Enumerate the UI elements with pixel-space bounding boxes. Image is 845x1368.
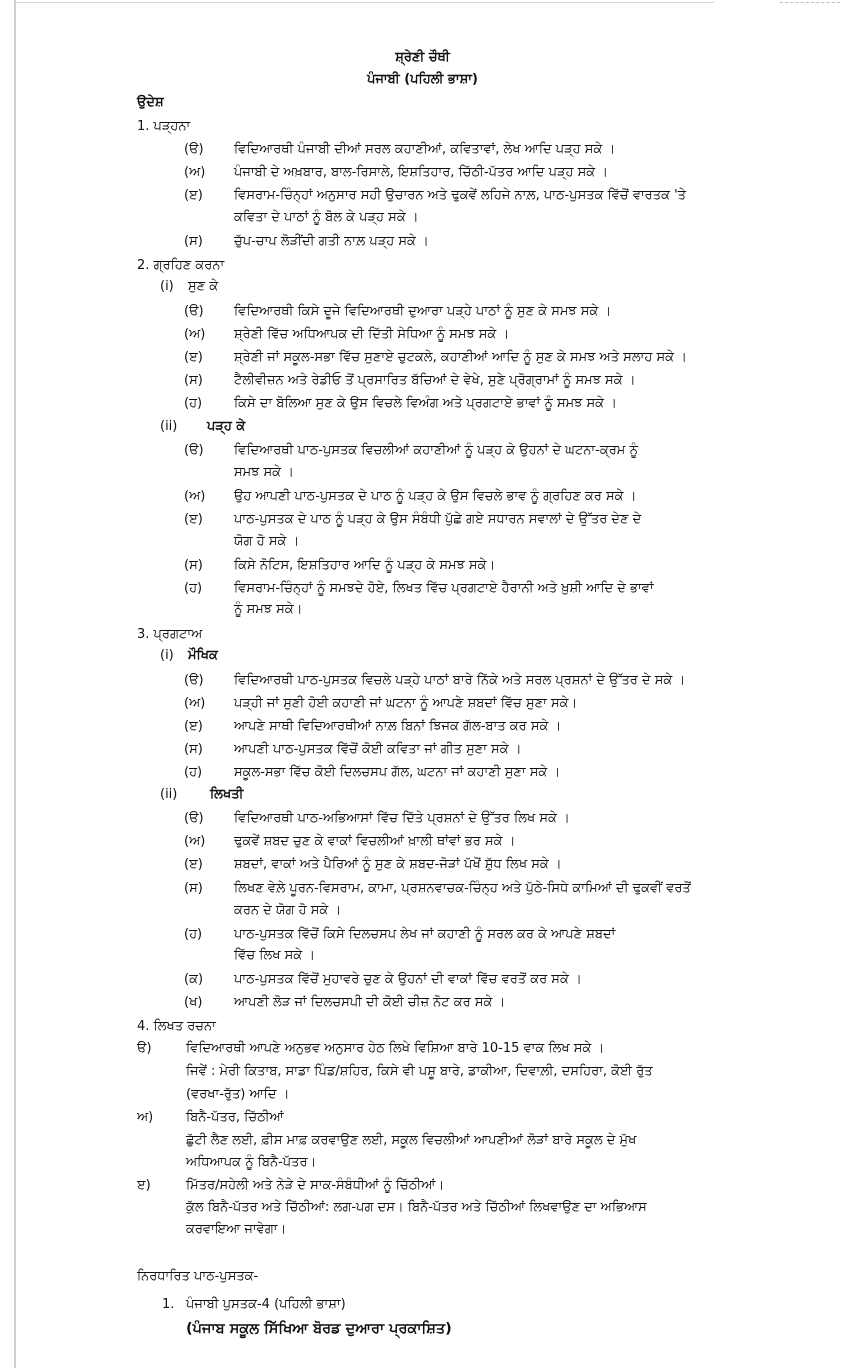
item-text-cont: ਕਰਵਾਇਆ ਜਾਵੇਗਾ। <box>186 1222 287 1237</box>
item-marker: (ਸ) <box>184 881 203 896</box>
item-text-cont: ਨੂੰ ਸਮਝ ਸਕੇ। <box>234 602 303 617</box>
item-text: ਸ਼੍ਰੇਣੀ ਵਿੱਚ ਅਧਿਆਪਕ ਦੀ ਦਿੱਤੀ ਸੇਧਿਆ ਨੂੰ ਸਮਝ ਸਕੇ । <box>234 327 510 342</box>
item-text: ਕਿਸੇ ਨੋਟਿਸ, ਇਸ਼ਤਿਹਾਰ ਆਦਿ ਨੂੰ ਪੜ੍ਹ ਕੇ ਸਮਝ ਸਕੇ। <box>234 558 496 573</box>
item-marker: (ੳ) <box>184 811 204 826</box>
item-marker: (ਅ) <box>184 696 206 711</box>
item-marker: (ਹ) <box>184 396 203 411</box>
item-text: ਸਕੂਲ-ਸਭਾ ਵਿੱਚ ਕੋਈ ਦਿਲਚਸਪ ਗੱਲ, ਘਟਨਾ ਜਾਂ ਕਹਾਣੀ ਸੁਣਾ ਸਕੇ । <box>234 765 561 780</box>
item-text: ਆਪਣੀ ਪਾਠ-ਪੁਸਤਕ ਵਿੱਚੋਂ ਕੋਈ ਕਵਿਤਾ ਜਾਂ ਗੀਤ ਸੁਣਾ ਸਕੇ । <box>234 742 522 757</box>
page-top-edge <box>14 2 714 3</box>
item-marker: (ਅ) <box>184 489 206 504</box>
item-text: ਉਹ ਆਪਣੀ ਪਾਠ-ਪੁਸਤਕ ਦੇ ਪਾਠ ਨੂੰ ਪੜ੍ਹ ਕੇ ਉਸ ਵਿਚਲੇ ਭਾਵ ਨੂੰ ਗ੍ਰਹਿਣ ਕਰ ਸਕੇ । <box>234 489 637 504</box>
item-text-cont: ਵਿੱਚ ਲਿਖ ਸਕੇ । <box>234 948 315 963</box>
item-marker: (ਸ) <box>184 234 203 249</box>
item-text: ਆਪਣੀ ਲੋੜ ਜਾਂ ਦਿਲਚਸਪੀ ਦੀ ਕੋਈ ਚੀਜ਼ ਨੋਟ ਕਰ ਸਕੇ । <box>234 995 506 1010</box>
section-4-title: 4. ਲਿਖਤ ਰਚਨਾ <box>137 1019 216 1034</box>
item-marker: (ੳ) <box>184 443 204 458</box>
item-marker: (ੳ) <box>184 673 204 688</box>
item-text: ਕਿਸੇ ਦਾ ਬੋਲਿਆ ਸੁਣ ਕੇ ਉਸ ਵਿਚਲੇ ਵਿਅੰਗ ਅਤੇ ਪ੍ਰਗਟਾਏ ਭਾਵਾਂ ਨੂੰ ਸਮਝ ਸਕੇ । <box>234 396 617 411</box>
item-text-cont: (ਵਰਖਾ-ਰੁੱਤ) ਆਦਿ । <box>186 1087 290 1102</box>
item-text: ਪੜ੍ਹੀ ਜਾਂ ਸੁਣੀ ਹੋਈ ਕਹਾਣੀ ਜਾਂ ਘਟਨਾ ਨੂੰ ਆਪਣੇ ਸ਼ਬਦਾਂ ਵਿੱਚ ਸੁਣਾ ਸਕੇ। <box>234 696 578 711</box>
item-text-cont: ਸਮਝ ਸਕੇ । <box>234 465 294 480</box>
item-marker: ੲ) <box>137 1178 151 1193</box>
item-text-cont: ਛੁੱਟੀ ਲੈਣ ਲਈ, ਫ਼ੀਸ ਮਾਫ਼ ਕਰਵਾਉਣ ਲਈ, ਸਕੂਲ ਵਿਚਲੀਆਂ ਆਪਣੀਆਂ ਲੋੜਾਂ ਬਾਰੇ ਸਕੂਲ ਦੇ ਮੁੱਖ <box>186 1133 637 1148</box>
item-text: ਪਾਠ-ਪੁਸਤਕ ਵਿੱਚੋਂ ਕਿਸੇ ਦਿਲਚਸਪ ਲੇਖ ਜਾਂ ਕਹਾਣੀ ਨੂੰ ਸਰਲ ਕਰ ਕੇ ਆਪਣੇ ਸ਼ਬਦਾਂ <box>234 927 616 942</box>
item-text-cont: ਕੁੱਲ ਬਿਨੈ-ਪੱਤਰ ਅਤੇ ਚਿੱਠੀਆਂ: ਲਗ-ਪਗ ਦਸ। ਬਿਨੈ-ਪੱਤਰ ਅਤੇ ਚਿੱਠੀਆਂ ਲਿਖਵਾਉਣ ਦਾ ਅਭਿਆਸ <box>186 1200 647 1215</box>
page-left-edge <box>14 0 16 1368</box>
subject-title: ਪੰਜਾਬੀ (ਪਹਿਲੀ ਭਾਸ਼ਾ) <box>367 72 478 87</box>
item-text: ਸ਼ਬਦਾਂ, ਵਾਕਾਂ ਅਤੇ ਪੈਰਿਆਂ ਨੂੰ ਸੁਣ ਕੇ ਸ਼ਬਦ-ਜੋੜਾਂ ਪੱਖੋਂ ਸ਼ੁੱਧ ਲਿਖ ਸਕੇ । <box>234 857 562 872</box>
item-marker: (ਹ) <box>184 927 203 942</box>
item-marker: (ੲ) <box>184 857 203 872</box>
item-text: ਵਿਸਰਾਮ-ਚਿੰਨ੍ਹਾਂ ਅਨੁਸਾਰ ਸਹੀ ਉਚਾਰਨ ਅਤੇ ਢੁਕਵੇਂ ਲਹਿਜੇ ਨਾਲ਼, ਪਾਠ-ਪੁਸਤਕ ਵਿੱਚੋਂ ਵਾਰਤਕ 'ਤੇ <box>234 188 686 203</box>
item-marker: (ੳ) <box>184 142 204 157</box>
item-text: ਸ਼੍ਰੇਣੀ ਜਾਂ ਸਕੂਲ-ਸਭਾ ਵਿੱਚ ਸੁਣਾਏ ਚੁਟਕਲੇ, ਕਹਾਣੀਆਂ ਆਦਿ ਨੂੰ ਸੁਣ ਕੇ ਸਮਝ ਅਤੇ ਸਲਾਹ ਸਕੇ । <box>234 350 687 365</box>
item-text: ਪਾਠ-ਪੁਸਤਕ ਵਿੱਚੋਂ ਮੁਹਾਵਰੇ ਚੁਣ ਕੇ ਉਹਨਾਂ ਦੀ ਵਾਕਾਂ ਵਿੱਚ ਵਰਤੋਂ ਕਰ ਸਕੇ । <box>234 972 582 987</box>
subsection-title: ਪੜ੍ਹ ਕੇ <box>207 419 246 434</box>
item-marker: (ਅ) <box>184 165 206 180</box>
item-text-cont: ਯੋਗ ਹੋ ਸਕੇ । <box>234 534 300 549</box>
textbooks-heading: ਨਿਰਧਾਰਿਤ ਪਾਠ-ਪੁਸਤਕ- <box>137 1269 259 1284</box>
item-text: ਵਿਦਿਆਰਥੀ ਪੰਜਾਬੀ ਦੀਆਂ ਸਰਲ ਕਹਾਣੀਆਂ, ਕਵਿਤਾਵਾਂ, ਲੇਖ ਆਦਿ ਪੜ੍ਹ ਸਕੇ । <box>234 142 616 157</box>
item-marker: (ਸ) <box>184 742 203 757</box>
section-1-title: 1. ਪੜ੍ਹਨਾ <box>137 119 191 134</box>
item-text-cont: ਕਵਿਤਾ ਦੇ ਪਾਠਾਂ ਨੂੰ ਬੋਲ ਕੇ ਪੜ੍ਹ ਸਕੇ । <box>234 210 419 225</box>
item-text-cont: ਜਿਵੇਂ : ਮੇਰੀ ਕਿਤਾਬ, ਸਾਡਾ ਪਿੰਡ/ਸ਼ਹਿਰ, ਕਿਸੇ ਵੀ ਪਸ਼ੂ ਬਾਰੇ, ਡਾਕੀਆ, ਦਿਵਾਲ਼ੀ, ਦਸਹਿਰਾ, ਕੋਈ ਰੁੱਤ <box>186 1064 653 1079</box>
item-text: ਪੰਜਾਬੀ ਦੇ ਅਖ਼ਬਾਰ, ਬਾਲ-ਰਿਸਾਲੇ, ਇਸ਼ਤਿਹਾਰ, ਚਿੱਠੀ-ਪੱਤਰ ਆਦਿ ਪੜ੍ਹ ਸਕੇ । <box>234 165 609 180</box>
item-marker: (ੲ) <box>184 512 203 527</box>
item-text: ਵਿਦਿਆਰਥੀ ਪਾਠ-ਪੁਸਤਕ ਵਿਚਲੇ ਪੜ੍ਹੇ ਪਾਠਾਂ ਬਾਰੇ ਨਿੱਕੇ ਅਤੇ ਸਰਲ ਪ੍ਰਸ਼ਨਾਂ ਦੇ ਉੱਤਰ ਦੇ ਸਕੇ । <box>234 673 686 688</box>
item-marker: (ਹ) <box>184 765 203 780</box>
item-marker: (ਹ) <box>184 581 203 596</box>
book-number: 1. <box>162 1297 175 1312</box>
class-title: ਸ਼੍ਰੇਣੀ ਚੌਥੀ <box>395 50 450 65</box>
item-text: ਪਾਠ-ਪੁਸਤਕ ਦੇ ਪਾਠ ਨੂੰ ਪੜ੍ਹ ਕੇ ਉਸ ਸੰਬੰਧੀ ਪੁੱਛੇ ਗਏ ਸਧਾਰਨ ਸਵਾਲਾਂ ਦੇ ਉੱਤਰ ਦੇਣ ਦੇ <box>234 512 642 527</box>
item-text: ਲਿਖਣ ਵੇਲ਼ੇ ਪੂਰਨ-ਵਿਸਰਾਮ, ਕਾਮਾ, ਪ੍ਰਸ਼ਨਵਾਚਕ-ਚਿੰਨ੍ਹ ਅਤੇ ਪੁੱਠੇ-ਸਿਧੇ ਕਾਮਿਆਂ ਦੀ ਢੁਕਵੀਂ ਵਰਤੋਂ <box>234 881 691 896</box>
item-text: ਟੈਲੀਵੀਜ਼ਨ ਅਤੇ ਰੇਡੀਓ ਤੋਂ ਪ੍ਰਸਾਰਿਤ ਬੱਚਿਆਂ ਦੇ ਵੇਖੇ, ਸੁਣੇ ਪ੍ਰੋਗ੍ਰਾਮਾਂ ਨੂੰ ਸਮਝ ਸਕੇ । <box>234 373 636 388</box>
objectives-heading: ਉਦੇਸ਼ <box>137 95 164 110</box>
item-text: ਚੁੱਪ-ਚਾਪ ਲੋੜੀਂਦੀ ਗਤੀ ਨਾਲ਼ ਪੜ੍ਹ ਸਕੇ । <box>234 234 429 249</box>
book-title: ਪੰਜਾਬੀ ਪੁਸਤਕ-4 (ਪਹਿਲੀ ਭਾਸ਼ਾ) <box>186 1297 346 1312</box>
item-text: ਵਿਦਿਆਰਥੀ ਪਾਠ-ਅਭਿਆਸਾਂ ਵਿੱਚ ਦਿੱਤੇ ਪ੍ਰਸ਼ਨਾਂ ਦੇ ਉੱਤਰ ਲਿਖ ਸਕੇ । <box>234 811 570 826</box>
item-marker: (ੲ) <box>184 350 203 365</box>
subsection-number: (i) <box>160 648 174 663</box>
item-marker: (ੲ) <box>184 719 203 734</box>
item-text: ਵਿਦਿਆਰਥੀ ਪਾਠ-ਪੁਸਤਕ ਵਿਚਲੀਆਂ ਕਹਾਣੀਆਂ ਨੂੰ ਪੜ੍ਹ ਕੇ ਉਹਨਾਂ ਦੇ ਘਟਨਾ-ਕ੍ਰਮ ਨੂੰ <box>234 443 638 458</box>
item-text: ਵਿਦਿਆਰਥੀ ਆਪਣੇ ਅਨੁਭਵ ਅਨੁਸਾਰ ਹੇਠ ਲਿਖੇ ਵਿਸ਼ਿਆ ਬਾਰੇ 10-15 ਵਾਕ ਲਿਖ ਸਕੇ । <box>186 1041 605 1056</box>
subsection-title: ਮੌਖਿਕ <box>188 648 218 663</box>
item-text-cont: ਕਰਨ ਦੇ ਯੋਗ ਹੋ ਸਕੇ । <box>234 903 342 918</box>
item-marker: (ਸ) <box>184 558 203 573</box>
item-marker: ਅ) <box>137 1110 154 1125</box>
item-marker: (ਅ) <box>184 834 206 849</box>
item-marker: (ਅ) <box>184 327 206 342</box>
subsection-number: (i) <box>160 279 174 294</box>
subsection-number: (ii) <box>160 419 178 434</box>
subsection-title: ਲਿਖਤੀ <box>210 787 244 802</box>
item-text: ਆਪਣੇ ਸਾਥੀ ਵਿਦਿਆਰਥੀਆਂ ਨਾਲ਼ ਬਿਨਾਂ ਝਿਜਕ ਗੱਲ-ਬਾਤ ਕਰ ਸਕੇ । <box>234 719 562 734</box>
item-marker: (ਖ) <box>184 995 203 1010</box>
item-marker: ੳ) <box>137 1041 152 1056</box>
item-text: ਮਿੱਤਰ/ਸਹੇਲੀ ਅਤੇ ਨੇੜੇ ਦੇ ਸਾਕ-ਸੰਬੰਧੀਆਂ ਨੂੰ ਚਿੱਠੀਆਂ। <box>186 1178 445 1193</box>
item-marker: (ੳ) <box>184 304 204 319</box>
item-text: ਢੁਕਵੇਂ ਸ਼ਬਦ ਚੁਣ ਕੇ ਵਾਕਾਂ ਵਿਚਲੀਆਂ ਖ਼ਾਲੀ ਥਾਂਵਾਂ ਭਰ ਸਕੇ । <box>234 834 516 849</box>
subsection-title: ਸੁਣ ਕੇ <box>188 279 219 294</box>
item-marker: (ਕ) <box>184 972 204 987</box>
book-publisher: (ਪੰਜਾਬ ਸਕੂਲ ਸਿੱਖਿਆ ਬੋਰਡ ਦੁਆਰਾ ਪ੍ਰਕਾਸ਼ਿਤ) <box>186 1321 452 1337</box>
item-text: ਵਿਸਰਾਮ-ਚਿੰਨ੍ਹਾਂ ਨੂੰ ਸਮਝਦੇ ਹੋਏ, ਲਿਖਤ ਵਿੱਚ ਪ੍ਰਗਟਾਏ ਹੈਰਾਨੀ ਅਤੇ ਖ਼ੁਸ਼ੀ ਆਦਿ ਦੇ ਭਾਵਾਂ <box>234 581 654 596</box>
item-marker: (ਸ) <box>184 373 203 388</box>
item-marker: (ੲ) <box>184 188 203 203</box>
item-text-cont: ਅਧਿਆਪਕ ਨੂੰ ਬਿਨੈ-ਪੱਤਰ। <box>186 1155 317 1170</box>
page-top-dash <box>780 2 840 3</box>
item-text: ਵਿਦਿਆਰਥੀ ਕਿਸੇ ਦੂਜੇ ਵਿਦਿਆਰਥੀ ਦੁਆਰਾ ਪੜ੍ਹੇ ਪਾਠਾਂ ਨੂੰ ਸੁਣ ਕੇ ਸਮਝ ਸਕੇ । <box>234 304 612 319</box>
section-3-title: 3. ਪ੍ਰਗਟਾਅ <box>137 627 203 642</box>
subsection-number: (ii) <box>160 787 178 802</box>
section-2-title: 2. ਗ੍ਰਹਿਣ ਕਰਨਾ <box>137 258 225 273</box>
item-text: ਬਿਨੈ-ਪੱਤਰ, ਚਿੱਠੀਆਂ <box>186 1110 284 1125</box>
